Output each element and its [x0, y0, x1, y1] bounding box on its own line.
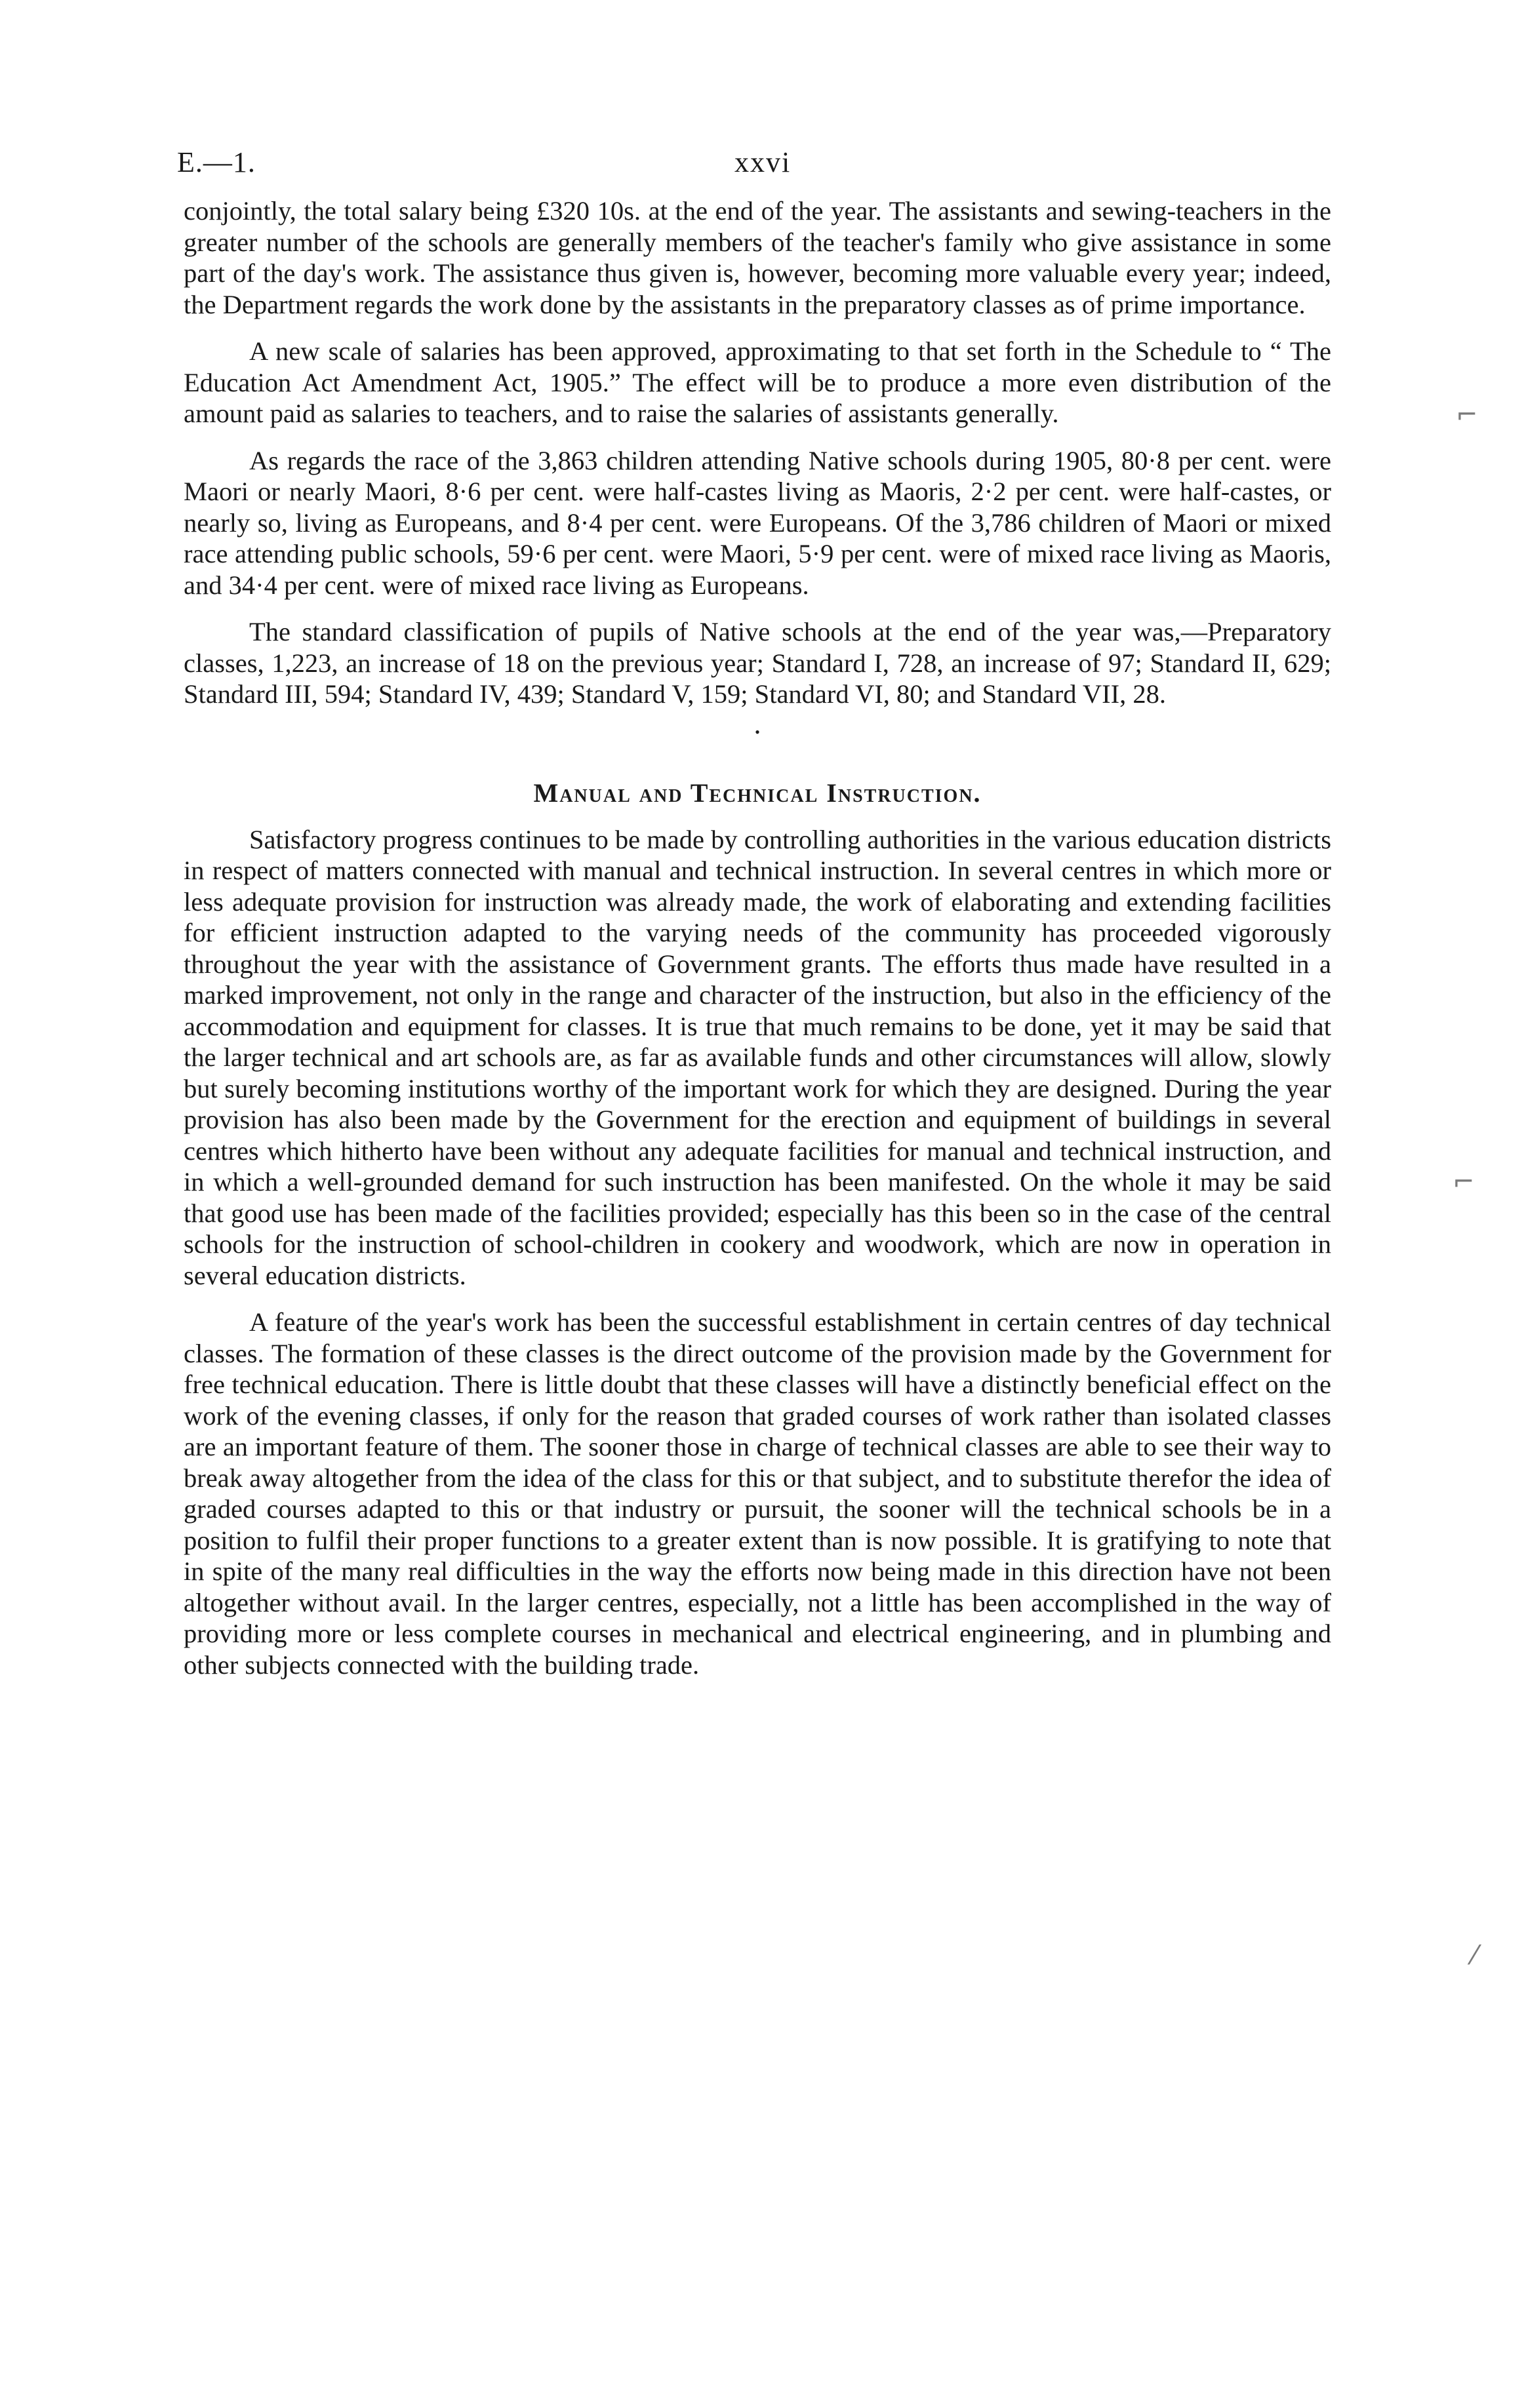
body-text	[184, 195, 1331, 1680]
paragraph-standard-classification: The standard classification of pupils of Native schools at the end of the year was,—Preparatory classes, 1,223, an increase of 18 on the previous year; Standard I, 728, an increase of 97; Standard II, 629; Standard III, 594; Standard IV, 439; Standard V, 159; Standard VI, 80; and Standard VII, 28.	[184, 617, 1331, 709]
section-divider-bullet: •	[755, 723, 760, 740]
report-reference: E.—1.	[177, 146, 256, 178]
margin-mark: ⁄	[1472, 1941, 1477, 1971]
section-heading: Manual and Technical Instruction.	[533, 778, 982, 808]
margin-mark: ⌐	[1453, 1167, 1475, 1197]
page-header	[177, 146, 1338, 185]
paragraph-day-technical-classes: A feature of the year's work has been the successful establishment in certain centres of day technical classes. The formation of these classes is the direct outcome of the provision made by the Government for free technical education. There is little doubt that these classes will have a distinctly beneficial effect on the work of the evening classes, if only for the reason that graded courses of work rather than isolated classes are an important feature of them. The sooner those in charge of technical classes are able to see their way to break away altogether from the idea of the class for this or that subject, and to substitute therefor the idea of graded courses adapted to this or that industry or pursuit, the sooner will the technical schools be in a position to fulfil their proper functions to a greater extent than is now possible. It is gratifying to note that in spite of the many real difficulties in the way the efforts now being made in this direction have not been altogether without avail. In the larger centres, especially, not a little has been accomplished in the way of providing more or less complete courses in mechanical and electrical engineering, and in plumbing and other subjects connected with the building trade.	[184, 1307, 1331, 1680]
paragraph-race-statistics: As regards the race of the 3,863 children attending Native schools during 1905, 80·8 per cent. were Maori or nearly Maori, 8·6 per cent. were half-castes living as Maoris, 2·2 per cent. were half-castes, or nearly so, living as Europeans, and 8·4 per cent. were Europeans. Of the 3,786 children of Maori or mixed race attending public schools, 59·6 per cent. were Maori, 5·9 per cent. were of mixed race living as Maoris, and 34·4 per cent. were of mixed race living as Europeans.	[184, 445, 1331, 600]
margin-mark: ⌐	[1456, 400, 1478, 430]
paragraph-salaries: A new scale of salaries has been approved, approximating to that set forth in the Schedule to “ The Education Act Amendment Act, 1905.” The effect will be to produce a more even distribution of the amount paid as salaries to teachers, and to raise the salaries of assistants generally.	[184, 336, 1331, 428]
paragraph-continuation: conjointly, the total salary being £320 10s. at the end of the year. The assistants and sewing-teachers in the greater number of the schools are generally members of the teacher's family who give assistance in some part of the day's work. The assistance thus given is, however, becoming more valuable every year; indeed, the Department regards the work done by the assistants in the preparatory classes as of prime importance.	[184, 196, 1331, 319]
page-number: xxvi	[734, 146, 792, 178]
paragraph-manual-technical-progress: Satisfactory progress continues to be made by controlling authorities in the various education districts in respect of matters connected with manual and technical instruction. In several centres in which more or less adequate provision for instruction was already made, the work of elaborating and extending facilities for efficient instruction adapted to the varying needs of the community has proceeded vigorously throughout the year with the assistance of Government grants. The efforts thus made have resulted in a marked improvement, not only in the range and character of the instruction, but also in the efficiency of the accommodation and equipment for classes. It is true that much remains to be done, yet it may be said that the larger technical and art schools are, as far as available funds and other circumstances will allow, slowly but surely becoming institutions worthy of the important work for which they are designed. During the year provision has also been made by the Government for the erection and equipment of buildings in several centres which hitherto have been without any adequate facilities for manual and technical instruction, and in which a well-grounded demand for such instruction has been manifested. On the whole it may be said that good use has been made of the facilities provided; especially has this been so in the case of the central schools for the instruction of school-children in cookery and woodwork, which are now in operation in several education districts.	[184, 824, 1331, 1290]
